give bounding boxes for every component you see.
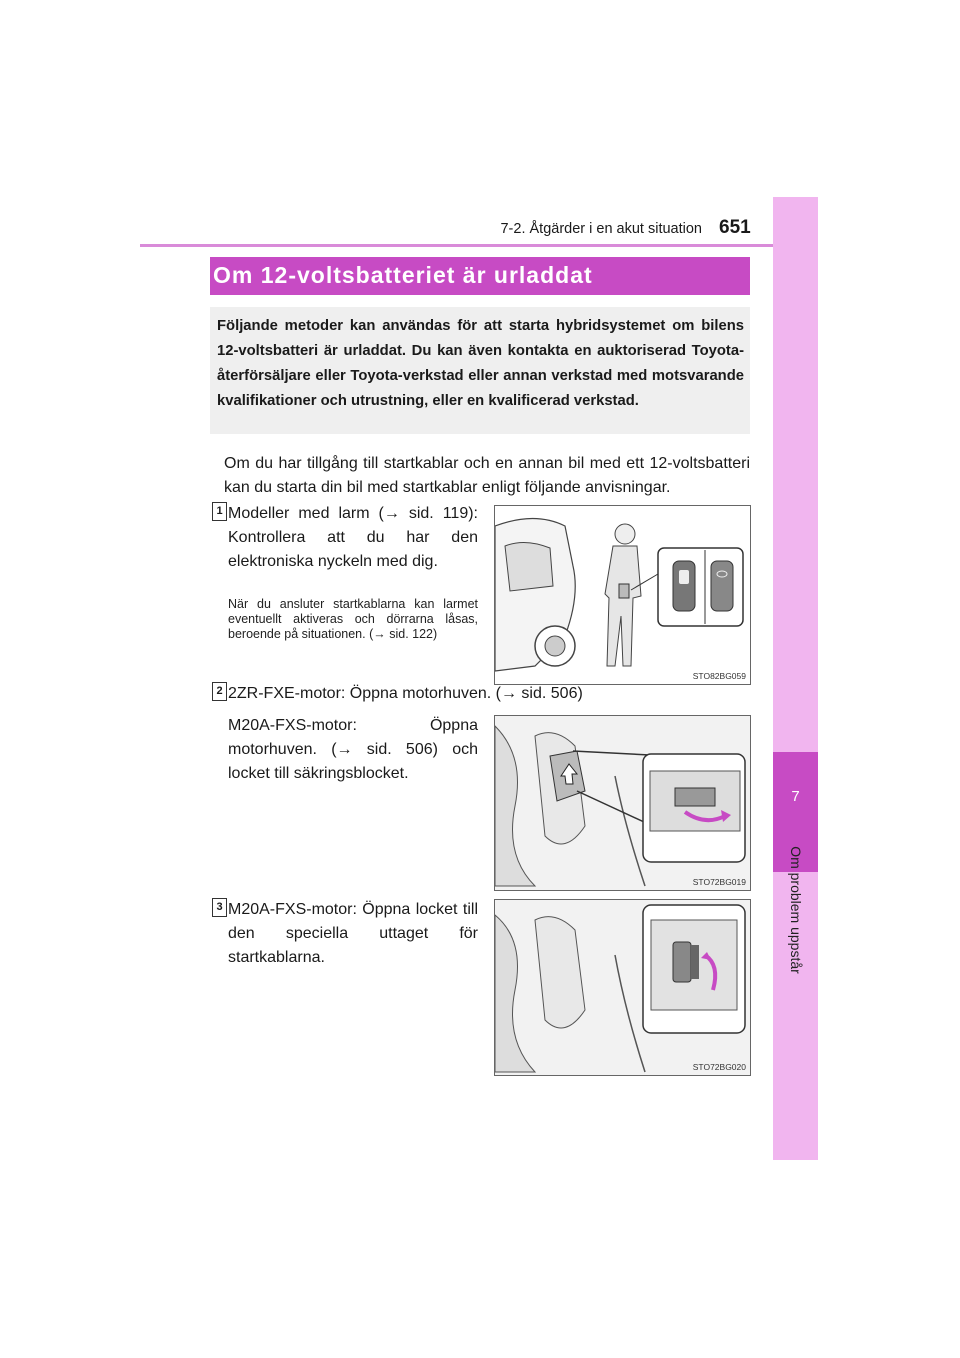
step-number-2: 2: [212, 682, 227, 701]
figure-step-1: [494, 505, 751, 685]
step-3-text: M20A-FXS-motor: Öppna locket till den speciella uttaget för startkablarna.: [228, 901, 478, 966]
chapter-tab: [773, 197, 818, 1160]
step-number-3: 3: [212, 898, 227, 917]
step-1-note: När du ansluter startkablarna kan larmet eventuellt aktiveras och dörrarna låsas, beroende på situationen. (→ sid. 122): [228, 597, 478, 641]
step-number-1: 1: [212, 502, 227, 521]
figure-code: STO72BG020: [692, 1062, 746, 1072]
figure-code: STO72BG019: [692, 877, 746, 887]
header-divider: [140, 244, 818, 247]
figure-step-2: [494, 715, 751, 891]
fuse-block-illustration: [495, 716, 750, 890]
chapter-number: 7: [791, 788, 800, 805]
chapter-label: Om problem uppstår: [788, 846, 804, 974]
body-paragraph: Om du har tillgång till startkablar och en annan bil med ett 12-voltsbatteri kan du starta din bil med startkablar enligt följande anvisningar.: [224, 455, 750, 496]
figure-code: STO82BG059: [692, 671, 746, 681]
step-1-text: Modeller med larm (→ sid. 119): Kontrollera att du har den elektroniska nyckeln med dig.: [228, 505, 478, 570]
figure-step-3: [494, 899, 751, 1076]
intro-text: Följande metoder kan användas för att starta hybridsystemet om bilens 12-voltsbatteri är urladdat. Du kan även kontakta en auktoriserad Toyota-återförsäljare eller Toyota-verkstad eller annan verkstad med motsvarande kvalifikationer och utrustning, eller en kvalificerad verkstad.: [217, 318, 744, 409]
page-number: 651: [719, 217, 751, 238]
car-and-person-illustration: [495, 506, 750, 684]
page-title: Om 12-voltsbatteriet är urladdat: [213, 262, 593, 288]
section-title: 7-2. Åtgärder i en akut situation: [500, 221, 702, 237]
step-2-text: 2ZR-FXE-motor: Öppna motorhuven. (→ sid. 506): [228, 685, 583, 702]
jump-terminal-illustration: [495, 900, 750, 1075]
step-2-text-m20a: M20A-FXS-motor: Öppna motorhuven. (→ sid. 506) och locket till säkringsblocket.: [228, 717, 478, 782]
